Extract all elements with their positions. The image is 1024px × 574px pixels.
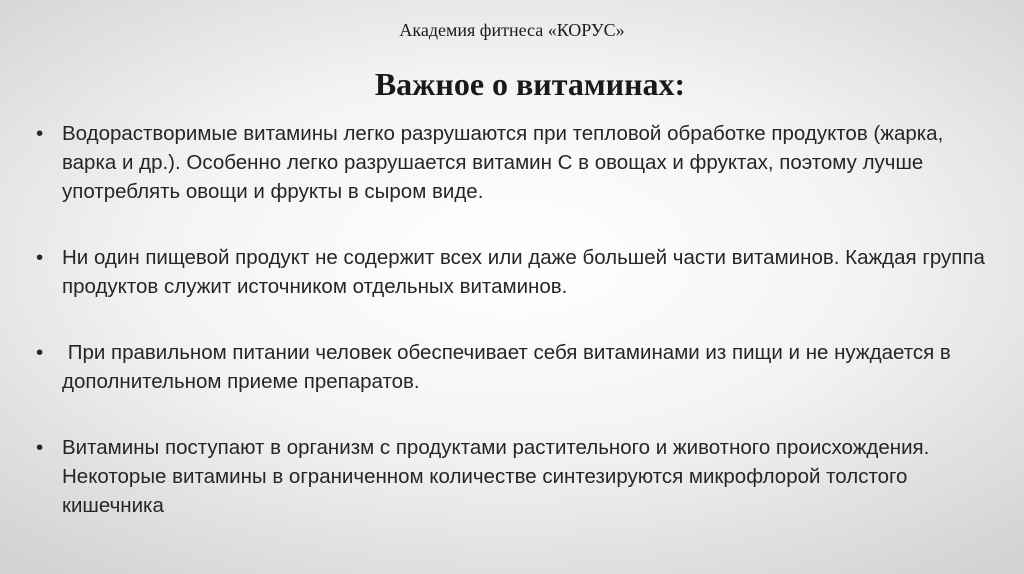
bullet-icon: • <box>36 122 44 145</box>
bullet-item <box>36 243 996 301</box>
bullet-icon: • <box>36 246 44 269</box>
bullet-item <box>36 338 996 396</box>
bullet-item <box>36 119 996 206</box>
bullet-text: Ни один пищевой продукт не содержит всех или даже большей части витаминов. Каждая группа продуктов служит источником отдельных витаминов. <box>62 246 985 298</box>
slide-header: Академия фитнеса «КОРУС» <box>399 20 625 40</box>
slide-title: Важное о витаминах: <box>374 66 686 102</box>
bullet-text: Водорастворимые витамины легко разрушаются при тепловой обработке продуктов (жарка, варка и др.). Особенно легко разрушается витамин С в овощах и фруктах, поэтому лучше употреблять овощи и фрукты в сыром виде. <box>62 122 944 203</box>
bullet-icon: • <box>36 341 44 364</box>
bullet-text: При правильном питании человек обеспечивает себя витаминами из пищи и не нуждается в дополнительном приеме препаратов. <box>62 341 957 393</box>
bullet-icon: • <box>36 436 44 459</box>
bullet-item <box>36 433 996 520</box>
bullet-list <box>36 119 996 520</box>
bullet-text: Витамины поступают в организм с продуктами растительного и животного происхождения. Некоторые витамины в ограниченном количестве синтезируются микрофлорой толстого кишечника <box>62 436 930 517</box>
